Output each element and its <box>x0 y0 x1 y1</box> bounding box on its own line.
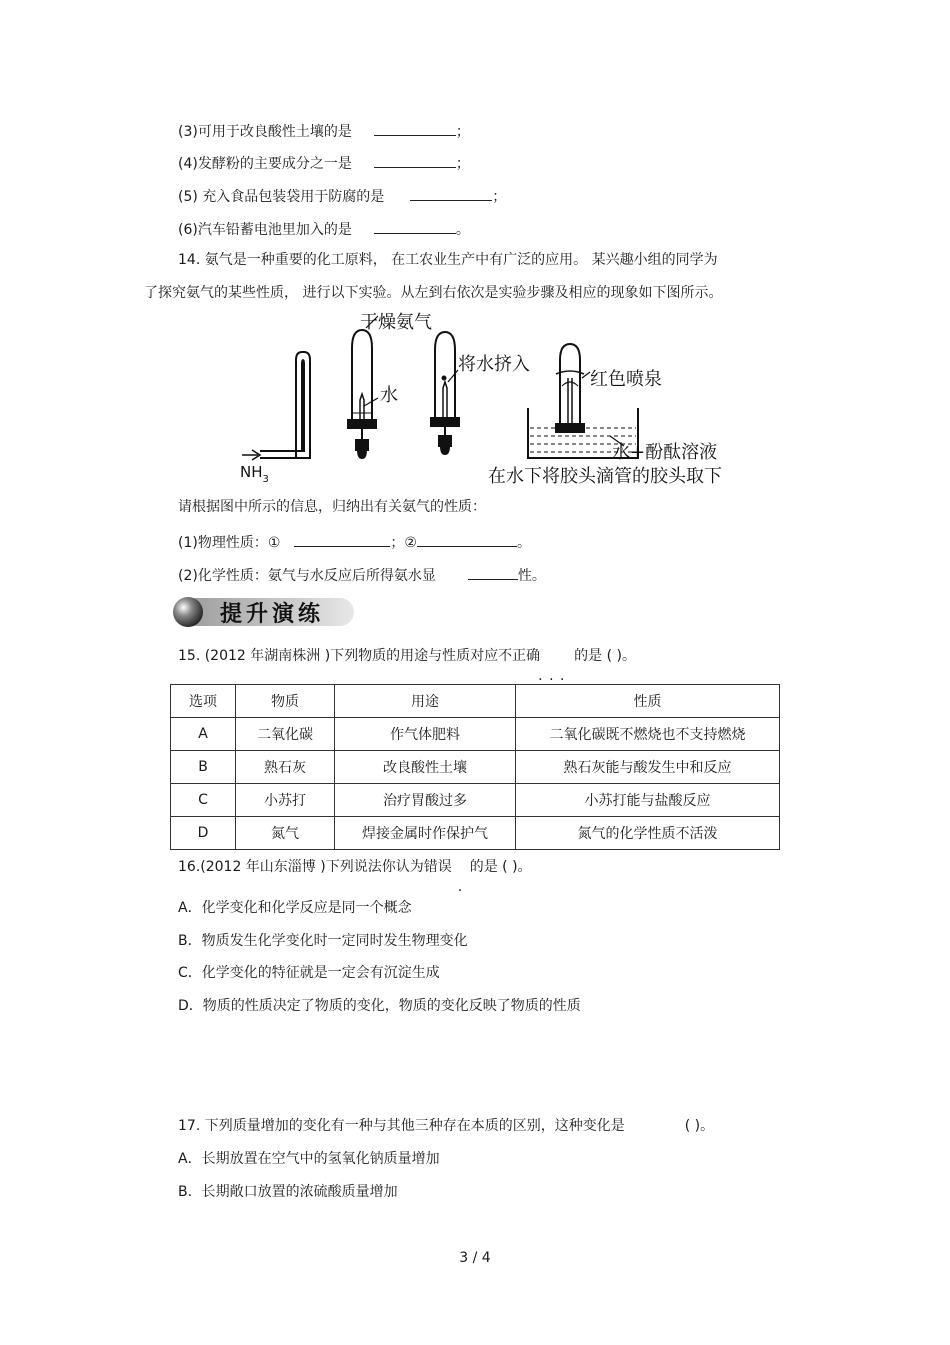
q14-stem-line1: 14. 氨气是一种重要的化工原料， 在工农业生产中有广泛的应用。 某兴趣小组的同学为 <box>178 252 718 268</box>
table-row <box>171 817 780 850</box>
table-cell: 作气体肥料 <box>335 718 516 751</box>
collecting-tube <box>242 352 310 460</box>
figure-caption: 在水下将胶头滴管的胶头取下 <box>488 466 722 487</box>
squeeze-tube <box>431 332 459 454</box>
table-cell: 小苏打能与盐酸反应 <box>516 784 780 817</box>
header-use: 用途 <box>335 685 516 718</box>
q13-item-5: (5) 充入食品包装袋用于防腐的是 ； <box>178 185 506 207</box>
table-cell: 焊接金属时作保护气 <box>335 817 516 850</box>
table-header-row <box>171 685 780 718</box>
dry-ammonia-tube <box>348 330 376 458</box>
banner-graphic <box>170 594 360 630</box>
banner-ball-icon <box>173 597 203 627</box>
q15-stem: 15. (2012 年湖南株洲 )下列物质的用途与性质对应不正确 的是 ( )。 <box>178 648 636 664</box>
table-cell: D <box>171 817 236 850</box>
q14-physical: (1)物理性质：① ；② 。 <box>178 531 531 553</box>
section-banner <box>170 594 360 630</box>
q13-item-3: (3)可用于改良酸性土壤的是 ； <box>178 120 470 142</box>
table-cell: 氮气 <box>236 817 335 850</box>
table-cell: 治疗胃酸过多 <box>335 784 516 817</box>
red-fountain-label: 红色喷泉 <box>590 369 662 390</box>
solution-label: 水+酚酞溶液 <box>612 442 718 463</box>
banner-title: 提升演练 <box>220 602 325 627</box>
q17-stem: 17. 下列质量增加的变化有一种与其他三种存在本质的区别，这种变化是 ( )。 <box>178 1118 715 1134</box>
q15-table <box>170 684 780 850</box>
table-cell: A <box>171 718 236 751</box>
table-cell: 氮气的化学性质不活泼 <box>516 817 780 850</box>
q17-option-b: B．长期敞口放置的浓硫酸质量增加 <box>178 1184 398 1200</box>
header-option: 选项 <box>171 685 236 718</box>
table-cell: 二氧化碳 <box>236 718 335 751</box>
header-substance: 物质 <box>236 685 335 718</box>
table-cell: C <box>171 784 236 817</box>
table-row <box>171 751 780 784</box>
q16-option-d: D．物质的性质决定了物质的变化，物质的变化反映了物质的性质 <box>178 998 581 1014</box>
q16-option-a: A．化学变化和化学反应是同一个概念 <box>178 900 412 916</box>
squeeze-label: 将水挤入 <box>458 354 530 375</box>
table-cell: 二氧化碳既不燃烧也不支持燃烧 <box>516 718 780 751</box>
fountain-apparatus <box>528 344 638 458</box>
table-cell: 改良酸性土壤 <box>335 751 516 784</box>
table-cell: B <box>171 751 236 784</box>
q16-stem: 16.(2012 年山东淄博 )下列说法你认为错误 的是 ( )。 <box>178 859 532 875</box>
q13-item-6: (6)汽车铅蓄电池里加入的是 。 <box>178 218 470 240</box>
header-property: 性质 <box>516 685 780 718</box>
q14-chemical: (2)化学性质：氨气与水反应后所得氨水显 性。 <box>178 564 546 586</box>
q13-item-4: (4)发酵粉的主要成分之一是 ； <box>178 152 470 174</box>
table-cell: 熟石灰能与酸发生中和反应 <box>516 751 780 784</box>
table-cell: 熟石灰 <box>236 751 335 784</box>
q14-prompt: 请根据图中所示的信息，归纳出有关氨气的性质： <box>178 499 486 515</box>
water-label: 水 <box>380 385 398 406</box>
q14-stem-line2: 了探究氨气的某些性质， 进行以下实验。从左到右依次是实验步骤及相应的现象如下图所示。 <box>144 285 723 301</box>
q16-option-b: B．物质发生化学变化时一定同时发生物理变化 <box>178 933 468 949</box>
page-number: 3 / 4 <box>459 1250 491 1266</box>
q17-option-a: A．长期放置在空气中的氢氧化钠质量增加 <box>178 1151 440 1167</box>
nh3-label: $NH_3$ <box>240 463 269 485</box>
table-row <box>171 718 780 751</box>
q16-option-c: C．化学变化的特征就是一定会有沉淀生成 <box>178 965 440 981</box>
table-row <box>171 784 780 817</box>
dry-ammonia-label: 干燥氨气 <box>360 312 432 333</box>
ammonia-fountain-figure <box>230 308 750 490</box>
table-cell: 小苏打 <box>236 784 335 817</box>
